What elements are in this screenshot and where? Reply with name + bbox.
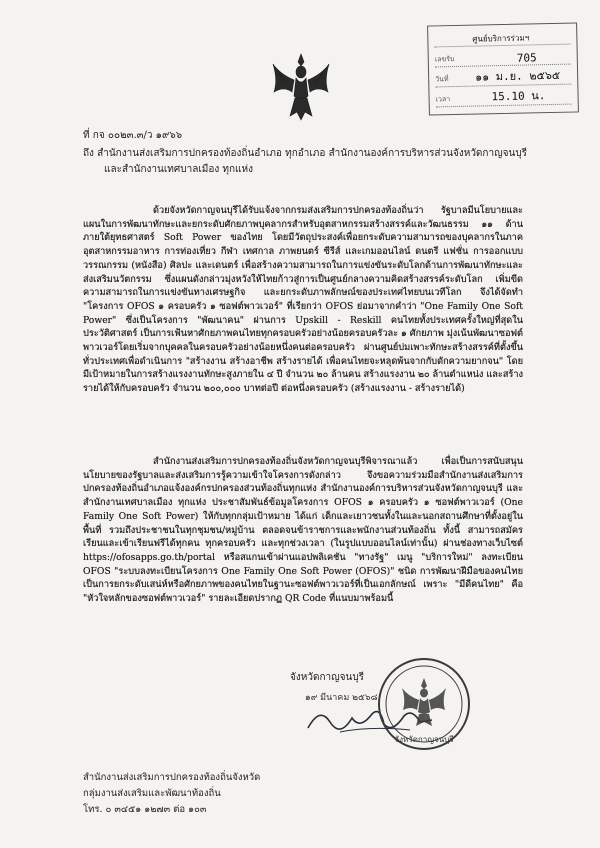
stamp-date: ๑๑ ม.ย. ๒๕๖๕ — [475, 68, 561, 84]
document-number: ที่ กจ ๐๐๒๓.๓/ว ๑๙๖๖ — [83, 130, 183, 141]
recipient-line-1: ถึง สำนักงานส่งเสริมการปกครองท้องถิ่นอำเภอ ทุกอำเภอ สำนักงานองค์การบริหารส่วนจังหวัดกาญจนบุรี — [83, 148, 528, 159]
stamp-number-row: เลขรับ 705 — [435, 46, 571, 68]
date-line: ๑๙ มีนาคม ๒๕๖๘ — [305, 693, 378, 703]
stamp-date-row: วันที่ ๑๑ ม.ย. ๒๕๖๕ — [435, 66, 571, 88]
provincial-seal-icon — [376, 656, 472, 752]
body-paragraph-1: ด้วยจังหวัดกาญจนบุรีได้รับแจ้งจากกรมส่งเสริมการปกครองท้องถิ่นว่า รัฐบาลมีนโยบายและแผนในการพัฒนาทักษะและยกระดับศักยภาพบุคลากรสำหรับอุตสาหกรรมสร้างสรรค์และวัฒนธรรม ๑๑ ด้าน ภายใต้ยุทธศาสตร์ Soft Power ของไทย โดยมีวัตถุประสงค์เพื่อยกระดับความสามารถของบุคลากรในภาคอุตสาหกรรมอาหาร การท่องเที่ยว กีฬา เทศกาล ภาพยนตร์ ซีรีส์ และเกมออนไลน์ ดนตรี แฟชั่น การออกแบบ วรรณกรรม (หนังสือ) ศิลปะ และเดนตร์ เพื่อสร้างความสามารถในการแข่งขันระดับโลกด้านการพัฒนาทักษะและส่งเสริมนวัตกรรม ซึ่งแผนดังกล่าวมุ่งหวังให้ไทยก้าวสู่การเป็นศูนย์กลางความคิดสร้างสรรค์ระดับโลก เพิ่มขีดความสามารถในการแข่งขันทางเศรษฐกิจ และยกระดับภาพลักษณ์ของประเทศไทยบนเวทีโลก จึงได้จัดทำ "โครงการ OFOS ๑ ครอบครัว ๑ ซอฟต์พาวเวอร์" ที่เรียกว่า OFOS ย่อมาจากคำว่า "One Family One Soft Power" ซึ่งเป็นโครงการ "พัฒนาคน" ผ่านการ Upskill - Reskill คนไทยทั้งประเทศครั้งใหญ่ที่สุดในประวัติศาสตร์ เป็นการเฟ้นหาศักยภาพคนไทยทุกครอบครัวอย่างน้อยครอบครัวละ ๑ ศักยภาพ มุ่งเน้นพัฒนาซอฟต์พาวเวอร์โดยเริ่มจากบุคคลในครอบครัวอย่างน้อยหนึ่งคนต่อครอบครัว ผ่านศูนย์บ่มเพาะทักษะสร้างสรรค์ที่ตั้งขึ้นทั่วประเทศเพื่อดำเนินการ "สร้างงาน สร้างอาชีพ สร้างรายได้ เพื่อคนไทยจะหลุดพ้นจากกับดักความยากจน" โดยมีเป้าหมายในการสร้างแรงงานทักษะสูงภายใน ๔ ปี จำนวน ๒๐ ล้านคน สร้างแรงงาน ๒๐ ล้านตำแหน่ง และสร้างรายได้ให้กับครอบครัว จำนวน ๒๐๐,๐๐๐ บาทต่อปี ต่อหนึ่งครอบครัว (สร้างแรงงาน - สร้างรายได้) — [83, 205, 524, 395]
footer-office: สำนักงานส่งเสริมการปกครองท้องถิ่นจังหวัด — [83, 772, 261, 783]
stamp-number: 705 — [516, 51, 537, 65]
closing-line: จังหวัดกาญจนบุรี — [290, 672, 365, 683]
footer-phone: โทร. ๐ ๓๔๕๑ ๑๒๗๓ ต่อ ๑๐๓ — [83, 804, 207, 815]
garuda-emblem-icon — [270, 52, 332, 122]
stamp-time-row: เวลา 15.10 น. — [435, 86, 571, 108]
stamp-office: ศูนย์บริการร่วมฯ — [472, 33, 530, 44]
receiving-stamp — [427, 22, 579, 115]
stamp-time: 15.10 น. — [491, 89, 546, 104]
body-paragraph-2: สำนักงานส่งเสริมการปกครองท้องถิ่นจังหวัดกาญจนบุรีพิจารณาแล้ว เพื่อเป็นการสนับสนุนนโยบายของรัฐบาลและส่งเสริมการรู้ความเข้าใจโครงการดังกล่าว จึงขอความร่วมมือสำนักงานส่งเสริมการปกครองท้องถิ่นอำเภอแจ้งองค์กรปกครองส่วนท้องถิ่นทุกแห่ง สำนักงานองค์การบริหารส่วนจังหวัดกาญจนบุรี และสำนักงานเทศบาลเมือง ทุกแห่ง ประชาสัมพันธ์ข้อมูลโครงการ OFOS ๑ ครอบครัว ๑ ซอฟต์พาวเวอร์ (One Family One Soft Power) ให้กับทุกกลุ่มเป้าหมาย ได้แก่ เด็กและเยาวชนทั้งในและนอกสถานศึกษาที่ตั้งอยู่ในพื้นที่ รวมถึงประชาชนในทุกชุมชน/หมู่บ้าน ตลอดจนข้าราชการและพนักงานส่วนท้องถิ่น ทั้งนี้ สามารถสมัครเรียนและเข้าเรียนฟรีได้ทุกคน ทุกครอบครัว และทุกช่วงเวลา (ในรูปแบบออนไลน์เท่านั้น) ผ่านช่องทางเว็บไซต์ https://ofosapps.go.th/portal หรือสแกนเข้าผ่านแอปพลิเคชัน "ทางรัฐ" เมนู "บริการใหม่" ลงทะเบียน OFOS "ระบบลงทะเบียนโครงการ One Family One Soft Power (OFOS)" ชนิด การพัฒนาฝีมือของคนไทยเป็นการยกระดับเสน่ห์หรือศักยภาพของคนไทยในฐานะซอฟต์พาวเวอร์ที่เป็นเอกลักษณ์ เพราะ "มีดีคนไทย" คือ "หัวใจหลักของซอฟต์พาวเวอร์" รายละเอียดปรากฏ QR Code ที่แนบมาพร้อมนี้ — [83, 456, 523, 605]
recipient-line-2: และสำนักงานเทศบาลเมือง ทุกแห่ง — [104, 164, 253, 175]
svg-text:จังหวัดกาญจนบุรี: จังหวัดกาญจนบุรี — [394, 735, 454, 744]
footer-division: กลุ่มงานส่งเสริมและพัฒนาท้องถิ่น — [83, 788, 221, 799]
stamp-office-row — [434, 26, 570, 48]
